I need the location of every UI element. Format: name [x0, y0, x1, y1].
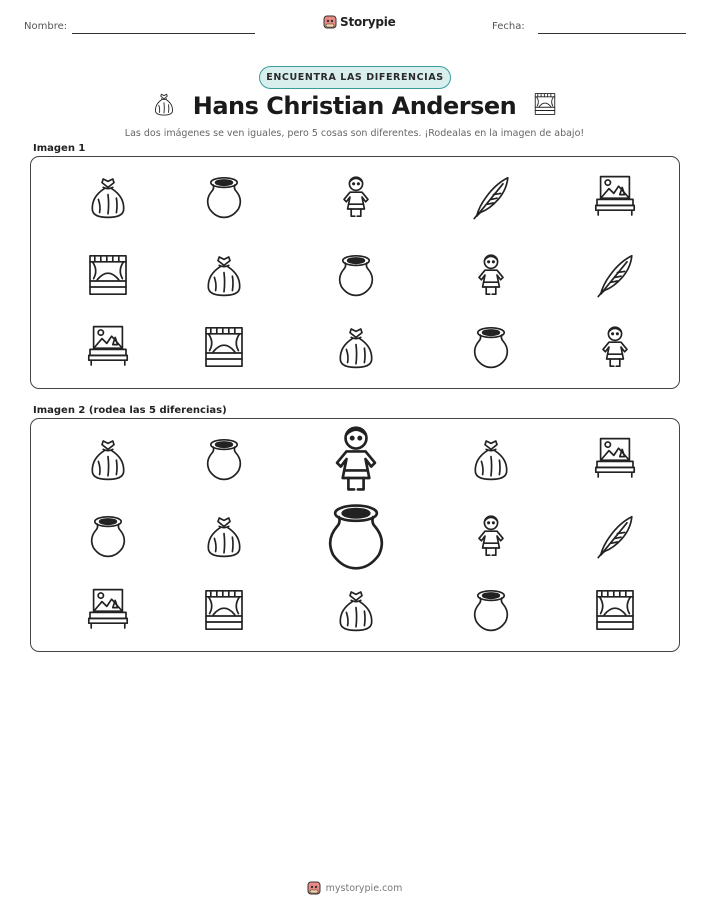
- page-title: Hans Christian Andersen: [192, 92, 517, 120]
- image1-pot-icon: [200, 173, 248, 221]
- date-line: [538, 33, 686, 34]
- brand-name: Storypie: [340, 15, 396, 29]
- image2-panel[interactable]: [30, 418, 680, 652]
- image1-window-icon: [84, 251, 132, 299]
- activity-tag: ENCUENTRA LAS DIFERENCIAS: [259, 66, 451, 89]
- image2-bed-icon[interactable]: [84, 586, 132, 634]
- image1-quill-icon: [591, 251, 639, 299]
- image1-window-icon: [200, 323, 248, 371]
- image2-label: Imagen 2 (rodea las 5 diferencias): [33, 405, 227, 416]
- image2-bed-icon[interactable]: [591, 435, 639, 483]
- image1-doll-icon: [467, 251, 515, 299]
- image2-sack-icon[interactable]: [332, 586, 380, 634]
- image2-sack-icon[interactable]: [467, 435, 515, 483]
- image2-window-icon[interactable]: [591, 586, 639, 634]
- image1-label: Imagen 1: [33, 143, 86, 154]
- image1-doll-icon: [591, 323, 639, 371]
- image2-sack-icon[interactable]: [84, 435, 132, 483]
- name-label: Nombre:: [24, 21, 68, 32]
- image2-window-icon[interactable]: [200, 586, 248, 634]
- image1-bed-icon: [591, 173, 639, 221]
- instructions: Las dos imágenes se ven iguales, pero 5 cosas son diferentes. ¡Rodealas en la imagen de abajo!: [124, 128, 585, 139]
- image1-bed-icon: [84, 323, 132, 371]
- image1-pot-icon: [332, 251, 380, 299]
- window-icon: [532, 91, 558, 121]
- name-line: [72, 33, 255, 34]
- image2-sack-icon[interactable]: [200, 512, 248, 560]
- image2-doll-icon[interactable]: [318, 421, 394, 497]
- brand-logo: [323, 14, 396, 30]
- storypie-mascot-icon: [323, 14, 337, 30]
- image1-panel: [30, 156, 680, 389]
- image1-quill-icon: [467, 173, 515, 221]
- image1-sack-icon: [332, 323, 380, 371]
- image1-doll-icon: [332, 173, 380, 221]
- date-label: Fecha:: [492, 21, 525, 32]
- image2-quill-icon[interactable]: [591, 512, 639, 560]
- sack-icon: [151, 91, 177, 121]
- image2-pot-icon[interactable]: [467, 586, 515, 634]
- image2-doll-icon[interactable]: [467, 512, 515, 560]
- image1-pot-icon: [467, 323, 515, 371]
- image1-sack-icon: [200, 251, 248, 299]
- image2-pot-icon[interactable]: [84, 512, 132, 560]
- storypie-mascot-icon: [307, 880, 321, 896]
- footer-url: mystorypie.com: [325, 882, 403, 894]
- image1-sack-icon: [84, 173, 132, 221]
- image2-pot-icon[interactable]: [318, 498, 394, 574]
- image2-pot-icon[interactable]: [200, 435, 248, 483]
- footer: [0, 880, 709, 896]
- title-row: [0, 91, 709, 121]
